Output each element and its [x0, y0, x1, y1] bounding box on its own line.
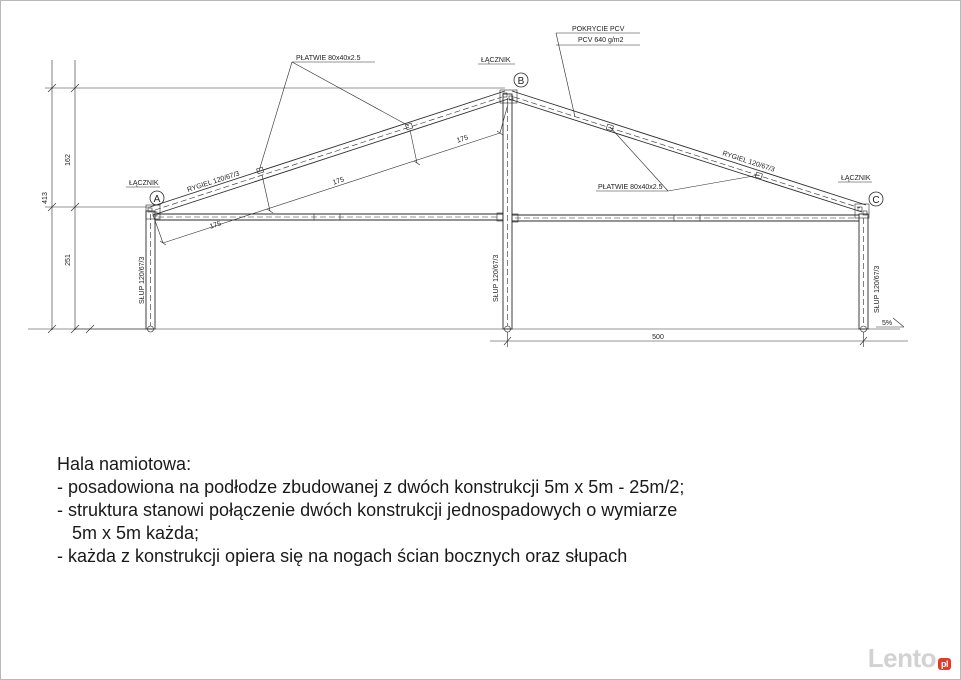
label-cover-title: POKRYCIE PCV: [572, 26, 625, 33]
watermark-brand: Lento: [867, 643, 936, 673]
description-line: - posadowiona na podłodze zbudowanej z dwóch konstrukcji 5m x 5m - 25m/2;: [57, 477, 685, 497]
description-line: Hala namiotowa:: [57, 454, 192, 474]
dim-total-height: 413: [42, 192, 49, 204]
description-line: 5m x 5m każda;: [57, 523, 200, 543]
label-slope: 5%: [882, 320, 893, 327]
leader-purlins-left: [259, 55, 409, 171]
label-post-right: SŁUP 120/67/3: [874, 265, 881, 313]
dim-width: 500: [652, 334, 664, 341]
label-cover-spec: PCV 640 g/m2: [578, 37, 624, 44]
label-connector-a: ŁĄCZNIK: [129, 180, 159, 187]
post-left: [146, 211, 155, 332]
lento-watermark: [868, 643, 951, 674]
label-node-c: C: [872, 195, 880, 206]
label-rafter-right: RYGIEL 120/67/3: [721, 150, 776, 174]
label-purlins-left: PŁATWIE 80x40x2.5: [296, 55, 361, 62]
rafter-dimension-lines: [153, 104, 508, 245]
dimension-width: [490, 332, 908, 347]
leader-cover: [556, 26, 640, 117]
label-purlins-right: PŁATWIE 80x40x2.5: [598, 184, 663, 191]
tie-beam-right: [512, 214, 859, 222]
description-line: - każda z konstrukcji opiera się na nogach ścian bocznych oraz słupach: [57, 546, 628, 566]
label-post-middle: SŁUP 120/67/3: [493, 254, 500, 302]
description-text: [57, 453, 917, 568]
node-b: [478, 57, 528, 87]
dim-rafter-lower: 175: [208, 220, 223, 231]
purlin-marks: [257, 123, 763, 179]
label-connector-b: ŁĄCZNIK: [481, 57, 511, 64]
rafter-left-beam: [150, 91, 508, 215]
dim-rafter-middle: 175: [331, 176, 346, 187]
post-middle: [503, 94, 512, 332]
slope-indicator: [876, 318, 904, 327]
rafter-right-beam: [509, 91, 866, 212]
label-rafter-left: RYGIEL 120/67/3: [186, 170, 241, 194]
dim-rafter-upper: 175: [455, 134, 470, 145]
tie-beam-left: [155, 213, 503, 221]
dim-wall-height: 251: [65, 254, 72, 266]
node-a: [126, 180, 164, 205]
label-node-b: B: [517, 76, 525, 87]
watermark-tld: pl: [938, 658, 951, 670]
joint-c: [855, 204, 869, 218]
label-connector-c: ŁĄCZNIK: [841, 175, 871, 182]
node-c: [838, 175, 883, 206]
label-post-left: SŁUP 120/67/3: [139, 256, 146, 304]
label-node-a: A: [153, 194, 161, 205]
dim-roof-height: 162: [65, 154, 72, 166]
description-line: - struktura stanowi połączenie dwóch konstrukcji jednospadowych o wymiarze: [57, 500, 678, 520]
post-right: [859, 214, 868, 332]
